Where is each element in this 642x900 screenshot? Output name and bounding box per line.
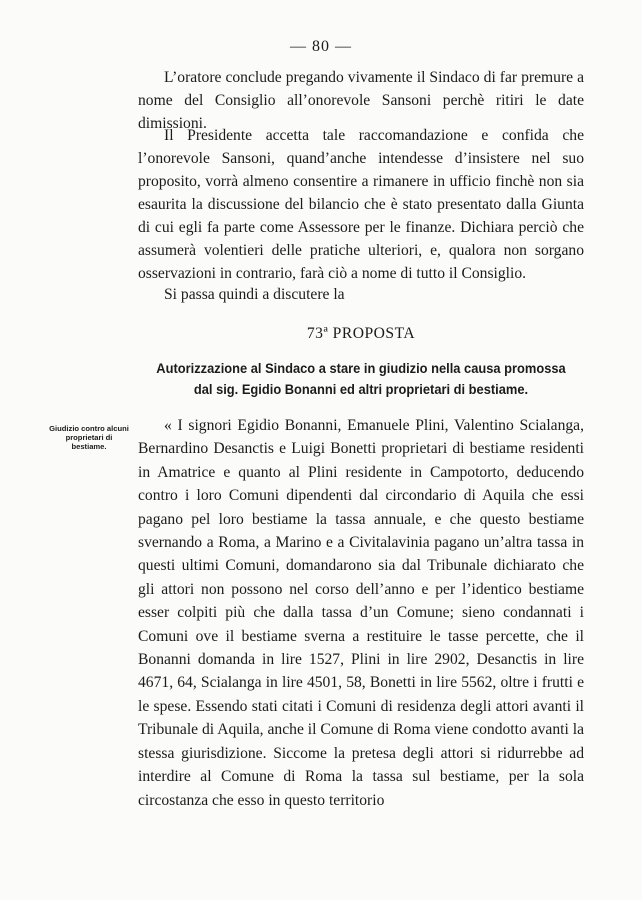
margin-note: Giudizio contro alcuni proprietari di bestiame. (49, 424, 129, 451)
page-number: — 80 — (290, 38, 352, 55)
proposal-body-paragraph: « I signori Egidio Bonanni, Emanuele Plini, Valentino Scialanga, Bernardino Desanctis e Luigi Bonetti proprietari di bestiame residenti in Amatrice e quanto al Plini residente in Campotorto, deducendo contro i loro Comuni dipendenti dal circondario di Aquila che essi pagano pel loro bestiame la tassa annuale, e che questo bestiame svernando a Roma, a Marino e a Civitalavinia pagano un’altra tassa in questi ultimi Comuni, domandarono sia dal Tribunale dichiarato che gli attori non possono nel corso dell’anno e per l’identico bestiame esser colpiti più che dalla tassa d’un Comune; sieno condannati i Comuni ove il bestiame sverna a restituire le tasse percette, che il Bonanni domanda in lire 1527, Plini in lire 2902, Desanctis in lire 4671, 64, Scialanga in lire 4501, 58, Bonetti in lire 5562, oltre i frutti e le spese. Essendo stati citati i Comuni di residenza degli attori avanti il Tribunale di Aquila, anche il Comune di Roma viene condotto avanti la stessa giurisdizione. Siccome la pretesa degli attori si ridurrebbe ad interdire al Comune di Roma la tassa sul bestiame, per la sola circostanza che esso in questo territorio (138, 417, 584, 809)
paragraph-si-passa: Si passa quindi a discutere la (164, 286, 345, 303)
proposal-title (156, 358, 566, 400)
paragraph-presidente: Il Presidente accetta tale raccomandazione e confida che l’onorevole Sansoni, quand’anche intendesse d’insistere nel suo proposito, vorrà almeno consentire a rimanere in ufficio finchè non sia esaurita la discussione del bilancio che è stato presentato dalla Giunta di cui egli fa parte come Assessore per le finanze. Dichiara perciò che assumerà volentieri delle pratiche ulteriori, e, qualora non sorgano osservazioni in contrario, farà ciò a nome di tutto il Consiglio. (138, 127, 584, 282)
proposal-title-line-1: Autorizzazione al Sindaco a stare in giudizio nella causa promossa (156, 360, 566, 376)
paragraph-oratore: L’oratore conclude pregando vivamente il Sindaco di far premure a nome del Consiglio all’onorevole Sansoni perchè ritiri le date dimissioni. (138, 69, 584, 132)
proposal-number: 73ª PROPOSTA (306, 325, 416, 342)
proposal-title-line-2: dal sig. Egidio Bonanni ed altri proprietari di bestiame. (193, 381, 529, 397)
